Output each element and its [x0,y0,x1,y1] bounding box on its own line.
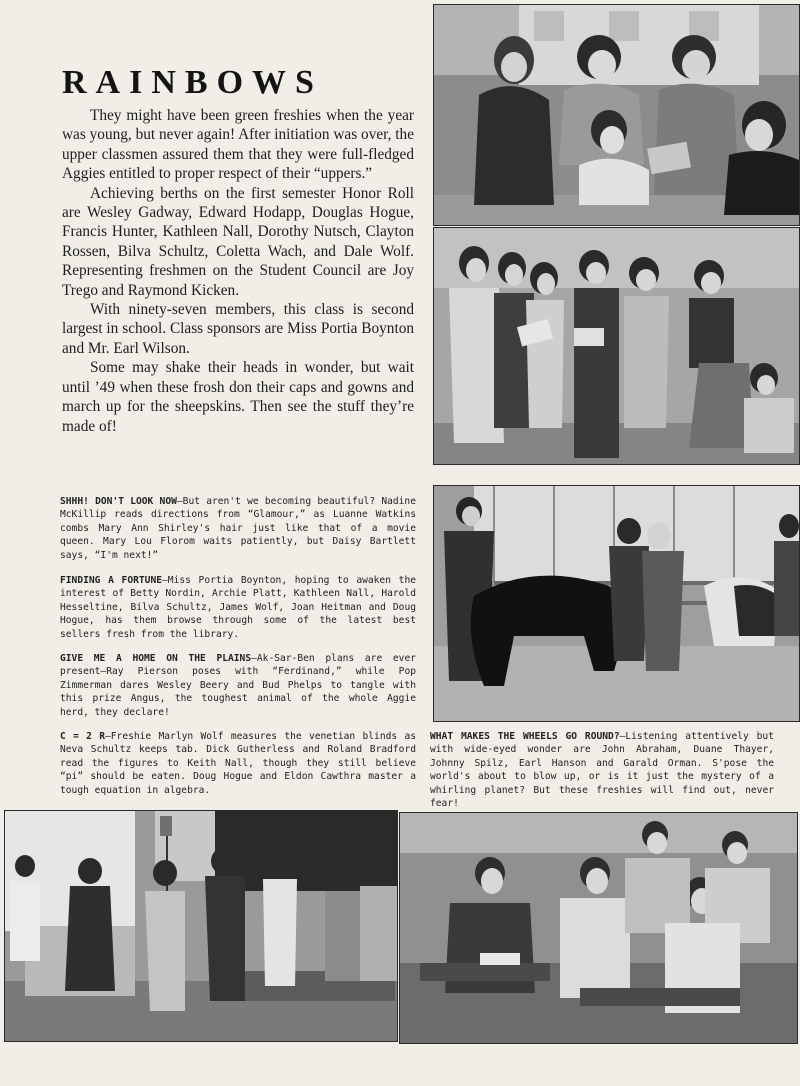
caption-lead: GIVE ME A HOME ON THE PLAINS [60,653,252,664]
photo-prize-angus [433,485,800,722]
caption-lead: SHHH! DON'T LOOK NOW [60,496,177,507]
intro-paragraph: Some may shake their heads in wonder, but wait until ’49 when these frosh don their caps and gowns and march up for the sheepskins. Then see the stuff they’re made of! [62,359,414,435]
caption-body: —Miss Portia Boynton, hoping to awaken the interest of Betty Nordin, Archie Platt, Kathleen Nall, Harold Hesseltine, Bilva Schultz, James Wolf, Joan Heitman and Doug Hogue, has them browse through some of the latest best sellers fresh from the library. [60,575,416,640]
caption-lead: C = 2 R [60,731,105,742]
photo-boys-listening [399,812,798,1044]
caption-wheels [430,730,774,810]
caption-c2r [60,730,416,797]
caption-lead: WHAT MAKES THE WHEELS GO ROUND? [430,731,620,742]
photo-glamour-girls [433,4,800,226]
caption-fortune [60,574,416,641]
caption-plains [60,652,416,719]
intro-paragraph: They might have been green freshies when the year was young, but never again! After initiation was over, the upper classmen assured them that they were full-fledged Aggies entitled to proper respect of their “uppers.” [62,107,414,183]
intro-text [62,106,414,436]
page-title: RAINBOWS [62,64,323,101]
caption-body: —Listening attentively but with wide-eyed wonder are John Abraham, Duane Thayer, Johnny Spilz, Earl Hanson and Garald Orman. S'pose the world's about to blow up, or is it just the mystery of a whirling planet? But these freshies will find out, never fear! [430,731,774,810]
caption-body: —Freshie Marlyn Wolf measures the venetian blinds as Neva Schultz keeps tab. Dick Gutherless and Roland Bradford read the figures to Keith Nall, though they still believe “pi” should be eaten. Doug Hogue and Eldon Cawthra master a tough equation in algebra. [60,731,416,796]
caption-shhh [60,495,416,562]
intro-paragraph: Achieving berths on the first semester Honor Roll are Wesley Gadway, Edward Hodapp, Douglas Hogue, Francis Hunter, Kathleen Nall, Dorothy Nutsch, Clayton Rossen, Bilva Schultz, Coletta Wach, and Dale Wolf. Representing freshmen on the Student Council are Joy Trego and Raymond Kicken. [62,184,414,299]
caption-lead: FINDING A FORTUNE [60,575,162,586]
intro-paragraph: With ninety-seven members, this class is second largest in school. Class sponsors are Miss Portia Boynton and Mr. Earl Wilson. [62,301,414,357]
photo-library-books [433,227,800,465]
caption-body: —Ak-Sar-Ben plans are ever present—Ray Pierson poses with “Ferdinand,” while Pop Zimmerman dares Wesley Beery and Bud Phelps to tangle with this prize Angus, the toughest animal of the whole Aggie herd, they declare! [60,653,416,718]
caption-body: —But aren't we becoming beautiful? Nadine McKillip reads directions from “Glamour,” as Luanne Watkins combs Mary Ann Shirley's hair just like that of a movie queen. Mary Lou Florom waits patiently, but Daisy Bartlett says, “I'm next!” [60,496,416,561]
photo-classroom-measuring [4,810,398,1042]
